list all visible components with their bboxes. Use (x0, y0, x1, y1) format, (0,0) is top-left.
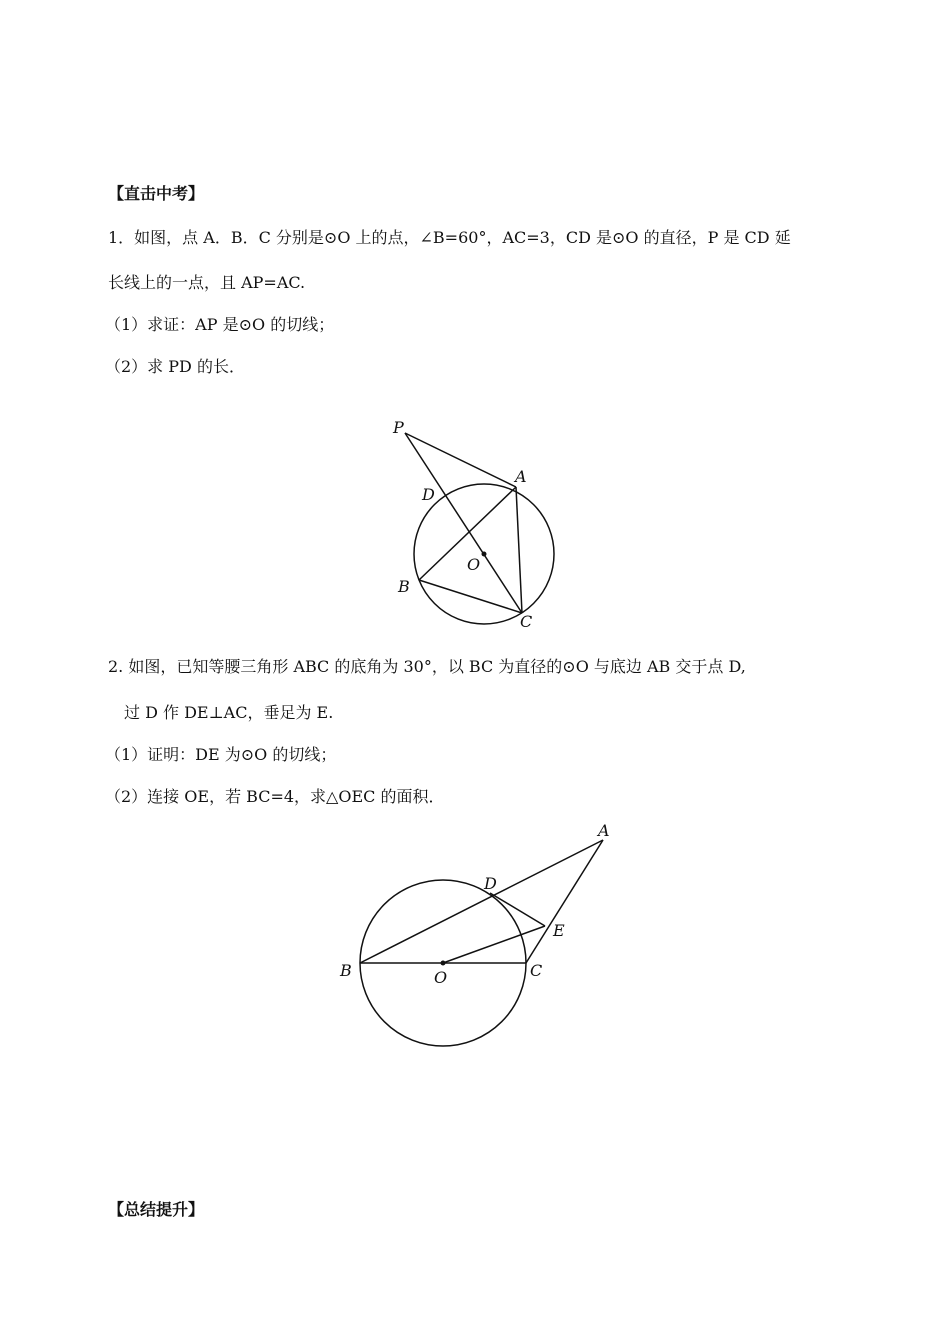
q1-label-d: D (422, 485, 435, 504)
q2-segment-ca (526, 840, 603, 963)
q2-label-a: A (598, 821, 610, 840)
q1-line1: 1．如图，点 A．B．C 分别是⊙O 上的点，∠B=60°，AC=3，CD 是⊙O 的直径，P 是 CD 延 (108, 228, 791, 247)
q1-figure (385, 410, 565, 635)
q1-label-p: P (393, 418, 404, 437)
q1-label-a: A (515, 467, 527, 486)
q2-center-dot (441, 961, 446, 966)
q1-line2: 长线上的一点，且 AP=AC. (108, 273, 306, 292)
q2-label-b: B (340, 961, 352, 980)
q1-center-dot (482, 552, 487, 557)
section-heading-zhiji: 【直击中考】 (108, 184, 205, 203)
q2-part2: （2）连接 OE，若 BC=4，求△OEC 的面积． (105, 787, 445, 806)
q1-part1: （1）求证：AP 是⊙O 的切线； (105, 315, 335, 334)
q1-label-c: C (520, 612, 533, 631)
q2-line2: 过 D 作 DE⊥AC，垂足为 E. (124, 703, 334, 722)
section-heading-zongjie: 【总结提升】 (108, 1200, 205, 1219)
q2-label-o: O (434, 968, 448, 987)
q1-segment-bc (419, 580, 522, 613)
q2-segment-de (490, 893, 545, 926)
q1-label-o: O (467, 555, 481, 574)
q2-segment-ba (360, 840, 603, 963)
q2-figure (335, 815, 620, 1055)
q1-segment-ac (516, 487, 522, 613)
q2-label-e: E (553, 921, 565, 940)
q2-label-c: C (530, 961, 543, 980)
q2-line1: 2. 如图，已知等腰三角形 ABC 的底角为 30°，以 BC 为直径的⊙O 与底边 AB 交于点 D, (108, 657, 746, 676)
q1-label-b: B (398, 577, 410, 596)
q1-part2: （2）求 PD 的长． (105, 357, 245, 376)
q2-label-d: D (484, 874, 497, 893)
q2-part1: （1）证明：DE 为⊙O 的切线； (105, 745, 337, 764)
q1-segment-pa (405, 433, 516, 487)
